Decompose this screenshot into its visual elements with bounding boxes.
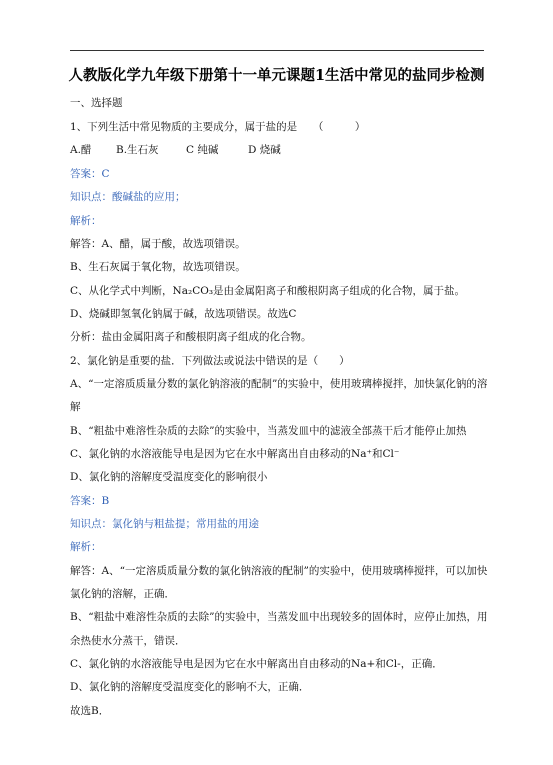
q2-analysis-line: B、“粗盐中难溶性杂质的去除”的实验中，当蒸发皿中出现较多的固体时，应停止加热，用: [70, 611, 488, 623]
header-rule: [70, 50, 484, 51]
q1-analysis-line: B、生石灰属于氧化物，故选项错误。: [70, 261, 246, 273]
q2-option-line: B、“粗盐中难溶性杂质的去除”的实验中，当蒸发皿中的滤液全部蒸干后才能停止加热: [70, 425, 467, 437]
q2-option-line: A、“一定溶质质量分数的氯化钠溶液的配制”的实验中，使用玻璃棒搅拌，加快氯化钠的溶: [70, 378, 488, 390]
q2-option-line: C、氯化钠的水溶液能导电是因为它在水中解离出自由移动的Na⁺和Cl⁻: [70, 448, 400, 460]
q2-analysis-line: D、氯化钠的溶解度受温度变化的影响不大，正确．: [70, 681, 310, 693]
q2-analysis-line: 故选B．: [70, 705, 110, 717]
q1-analysis-label: 解析：: [70, 215, 102, 227]
q2-analysis-line: 氯化钠的溶解，正确．: [70, 588, 175, 600]
q1-option-d: D 烧碱: [248, 144, 281, 156]
q2-option-line: 解: [70, 401, 81, 413]
section-heading: 一、选择题: [70, 97, 123, 109]
q2-analysis-line: 余热使水分蒸干，错误．: [70, 635, 186, 647]
q1-question: 1、下列生活中常见物质的主要成分，属于盐的是 （ ）: [70, 121, 366, 133]
q1-knowledge: 知识点：酸碱盐的应用；: [70, 191, 186, 203]
q1-options: [70, 143, 281, 157]
q2-analysis-line: 解答：A、“一定溶质质量分数的氯化钠溶液的配制”的实验中，使用玻璃棒搅拌，可以加快: [70, 565, 488, 577]
q1-analysis-line: D、烧碱即氢氧化钠属于碱，故选项错误。故选C: [70, 308, 297, 320]
q1-analysis-line: C、从化学式中判断，Na₂CO₃是由金属阳离子和酸根阴离子组成的化合物，属于盐。: [70, 285, 466, 297]
document-title: 人教版化学九年级下册第十一单元课题1生活中常见的盐同步检测: [68, 67, 485, 84]
q2-analysis-label: 解析：: [70, 541, 102, 553]
q1-option-c: C 纯碱: [186, 144, 219, 156]
q1-answer: 答案：C: [70, 168, 110, 180]
q2-option-line: D、氯化钠的溶解度受温度变化的影响很小: [70, 471, 268, 483]
q2-knowledge: 知识点：氯化钠与粗盐提；常用盐的用途: [70, 518, 259, 530]
q1-option-b: B.生石灰: [116, 144, 159, 156]
q1-analysis-line: 解答：A、醋，属于酸，故选项错误。: [70, 238, 246, 250]
q1-option-a: A.醋: [70, 144, 92, 156]
q2-question: 2、氯化钠是重要的盐．下列做法或说法中错误的是（ ）: [70, 355, 350, 367]
q2-answer: 答案：B: [70, 495, 110, 507]
q1-analysis-line: 分析：盐由金属阳离子和酸根阴离子组成的化合物。: [70, 331, 312, 343]
q2-analysis-line: C、氯化钠的水溶液能导电是因为它在水中解离出自由移动的Na+和Cl-，正确．: [70, 658, 443, 670]
